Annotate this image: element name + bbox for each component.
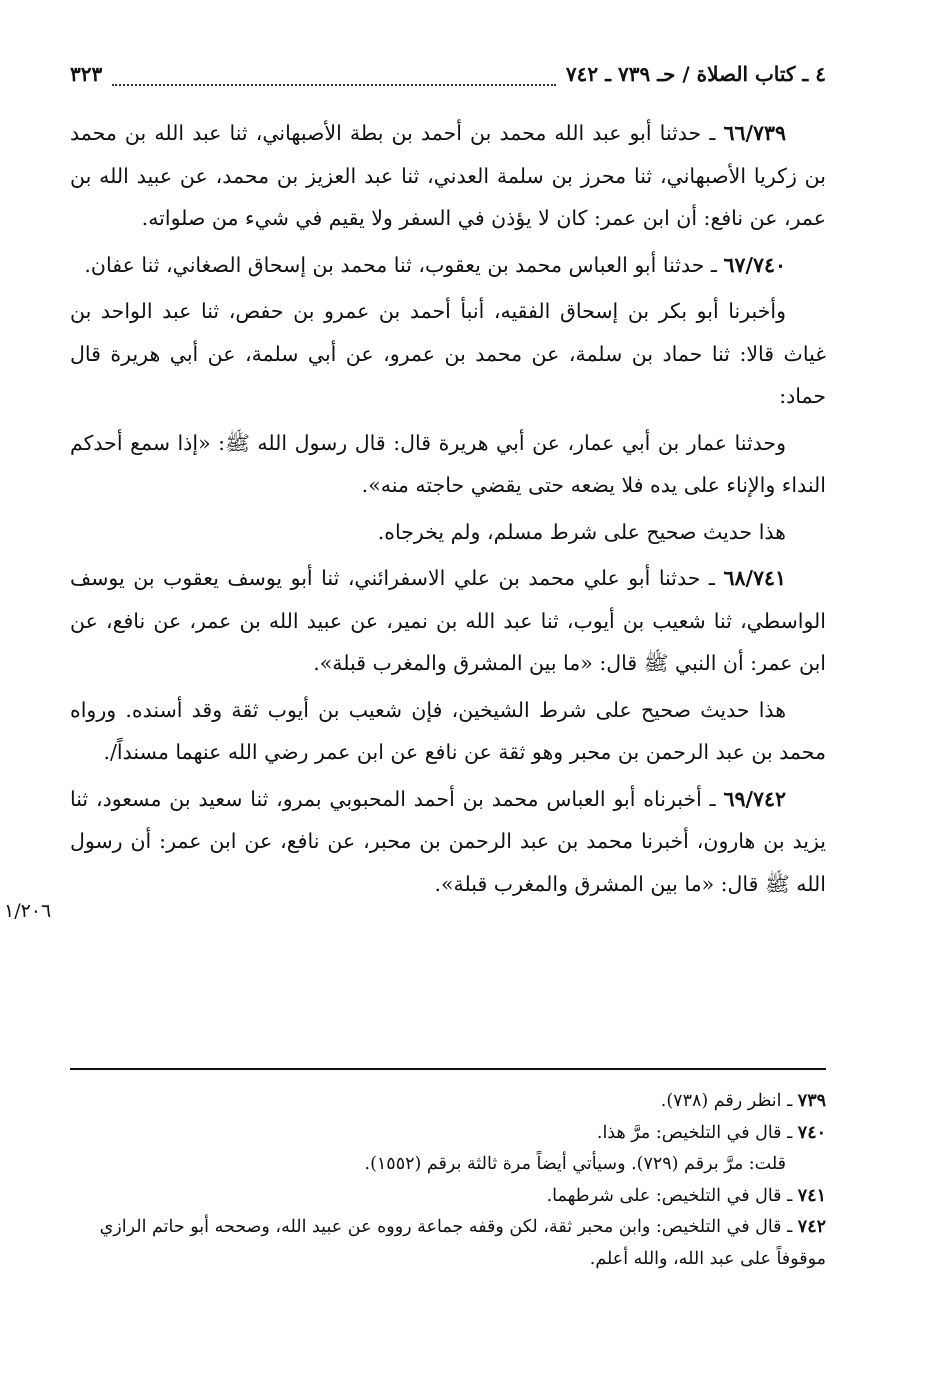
footnote-text: ـ قال في التلخيص: على شرطهما.: [546, 1185, 798, 1206]
paragraph-matn: [70, 422, 826, 507]
footnote-number: ٧٤١: [797, 1185, 826, 1206]
footnote-text: ـ انظر رقم (٧٣٨).: [660, 1091, 798, 1111]
paragraph-text: ـ أخبرناه أبو العباس محمد بن أحمد المحبوبي بمرو، ثنا سعيد بن مسعود، ثنا يزيد بن هارون، أخبرنا محمد بن عبد الرحمن بن محبر، عن نافع، عن ابن عمر: أن رسول الله ﷺ قال: «ما بين المشرق والمغرب قبلة».: [70, 786, 826, 896]
footnote-text: قلت: مرَّ برقم (٧٢٩). وسيأتي أيضاً مرة ثالثة برقم (١٥٥٢).: [364, 1154, 786, 1174]
hadith-number: ٦٩/٧٤٢: [723, 786, 786, 811]
margin-note: ١/٢٠٦: [4, 900, 52, 922]
footnote-text: ـ قال في التلخيص: وابن محبر ثقة، لكن وقفه جماعة رووه عن عبيد الله، وصححه أبو حاتم الرازي موقوفاً على عبد الله، والله أعلم.: [99, 1217, 826, 1269]
paragraph-739: [70, 112, 826, 240]
footnote-number: ٧٤٢: [797, 1217, 826, 1237]
paragraph-grading: [70, 511, 826, 554]
footnote-742: [70, 1212, 826, 1275]
paragraph-text: ـ حدثنا أبو علي محمد بن علي الاسفرائني، ثنا أبو يوسف يعقوب بن يوسف الواسطي، ثنا شعيب بن أيوب، ثنا عبد الله بن نمير، عن عبيد الله بن عمر، عن نافع، عن ابن عمر: أن النبي ﷺ قال: «ما بين المشرق والمغرب قبلة».: [70, 566, 826, 675]
header-dot-leader: [112, 70, 556, 86]
paragraph-text: ـ حدثنا أبو العباس محمد بن يعقوب، ثنا محمد بن إسحاق الصغاني، ثنا عفان.: [84, 252, 724, 277]
paragraph-text: ـ حدثنا أبو عبد الله محمد بن أحمد بن بطة الأصبهاني، ثنا عبد الله بن محمد بن زكريا الأصبهاني، ثنا محرز بن سلمة العدني، ثنا عبد العزيز بن محمد، عن عبيد الله بن عمر، عن نافع: أن ابن عمر: كان لا يؤذن في السفر ولا يقيم في شيء من صلواته.: [70, 121, 826, 230]
footnotes-section: [70, 1068, 826, 1269]
hadith-number: ٦٧/٧٤٠: [723, 252, 786, 277]
hadith-number: ٦٨/٧٤١: [723, 566, 786, 590]
paragraph-isnad: [70, 290, 826, 418]
footnote-740-note: [70, 1149, 826, 1181]
footnote-number: ٧٣٩: [797, 1091, 826, 1111]
paragraph-grading-2: [70, 689, 826, 774]
header-title: ٤ ـ كتاب الصلاة / حـ ٧٣٩ ـ ٧٤٢: [565, 62, 826, 86]
paragraph-740: [70, 244, 826, 287]
footnote-739: [70, 1086, 826, 1118]
footnotes-list: [70, 1086, 826, 1275]
footnote-741: [70, 1181, 826, 1213]
paragraph-742: [70, 778, 826, 906]
footnote-740: [70, 1118, 826, 1150]
footnote-number: ٧٤٠: [797, 1122, 826, 1143]
paragraph-text: وأخبرنا أبو بكر بن إسحاق الفقيه، أنبأ أحمد بن عمرو بن حفص، ثنا عبد الواحد بن غياث قالا: ثنا حماد بن سلمة، عن محمد بن عمرو، عن أبي سلمة، عن أبي هريرة قال حماد:: [70, 299, 826, 408]
paragraph-741: [70, 557, 826, 685]
page-number: ٣٢٣: [70, 62, 103, 86]
paragraph-text: هذا حديث صحيح على شرط الشيخين، فإن شعيب بن أيوب ثقة وقد أسنده. ورواه محمد بن عبد الرحمن بن محبر وهو ثقة عن نافع عن ابن عمر رضي الله عنهما مسنداً/.: [70, 697, 826, 764]
running-header: [70, 62, 826, 94]
hadith-number: ٦٦/٧٣٩: [723, 121, 786, 145]
paragraph-text: وحدثنا عمار بن أبي عمار، عن أبي هريرة قال: قال رسول الله ﷺ: «إذا سمع أحدكم النداء والإناء على يده فلا يضعه حتى يقضي حاجته منه».: [70, 430, 826, 497]
footnote-text: ـ قال في التلخيص: مرَّ هذا.: [596, 1122, 798, 1143]
paragraph-text: هذا حديث صحيح على شرط مسلم، ولم يخرجاه.: [377, 519, 786, 544]
body-text: [70, 112, 826, 909]
